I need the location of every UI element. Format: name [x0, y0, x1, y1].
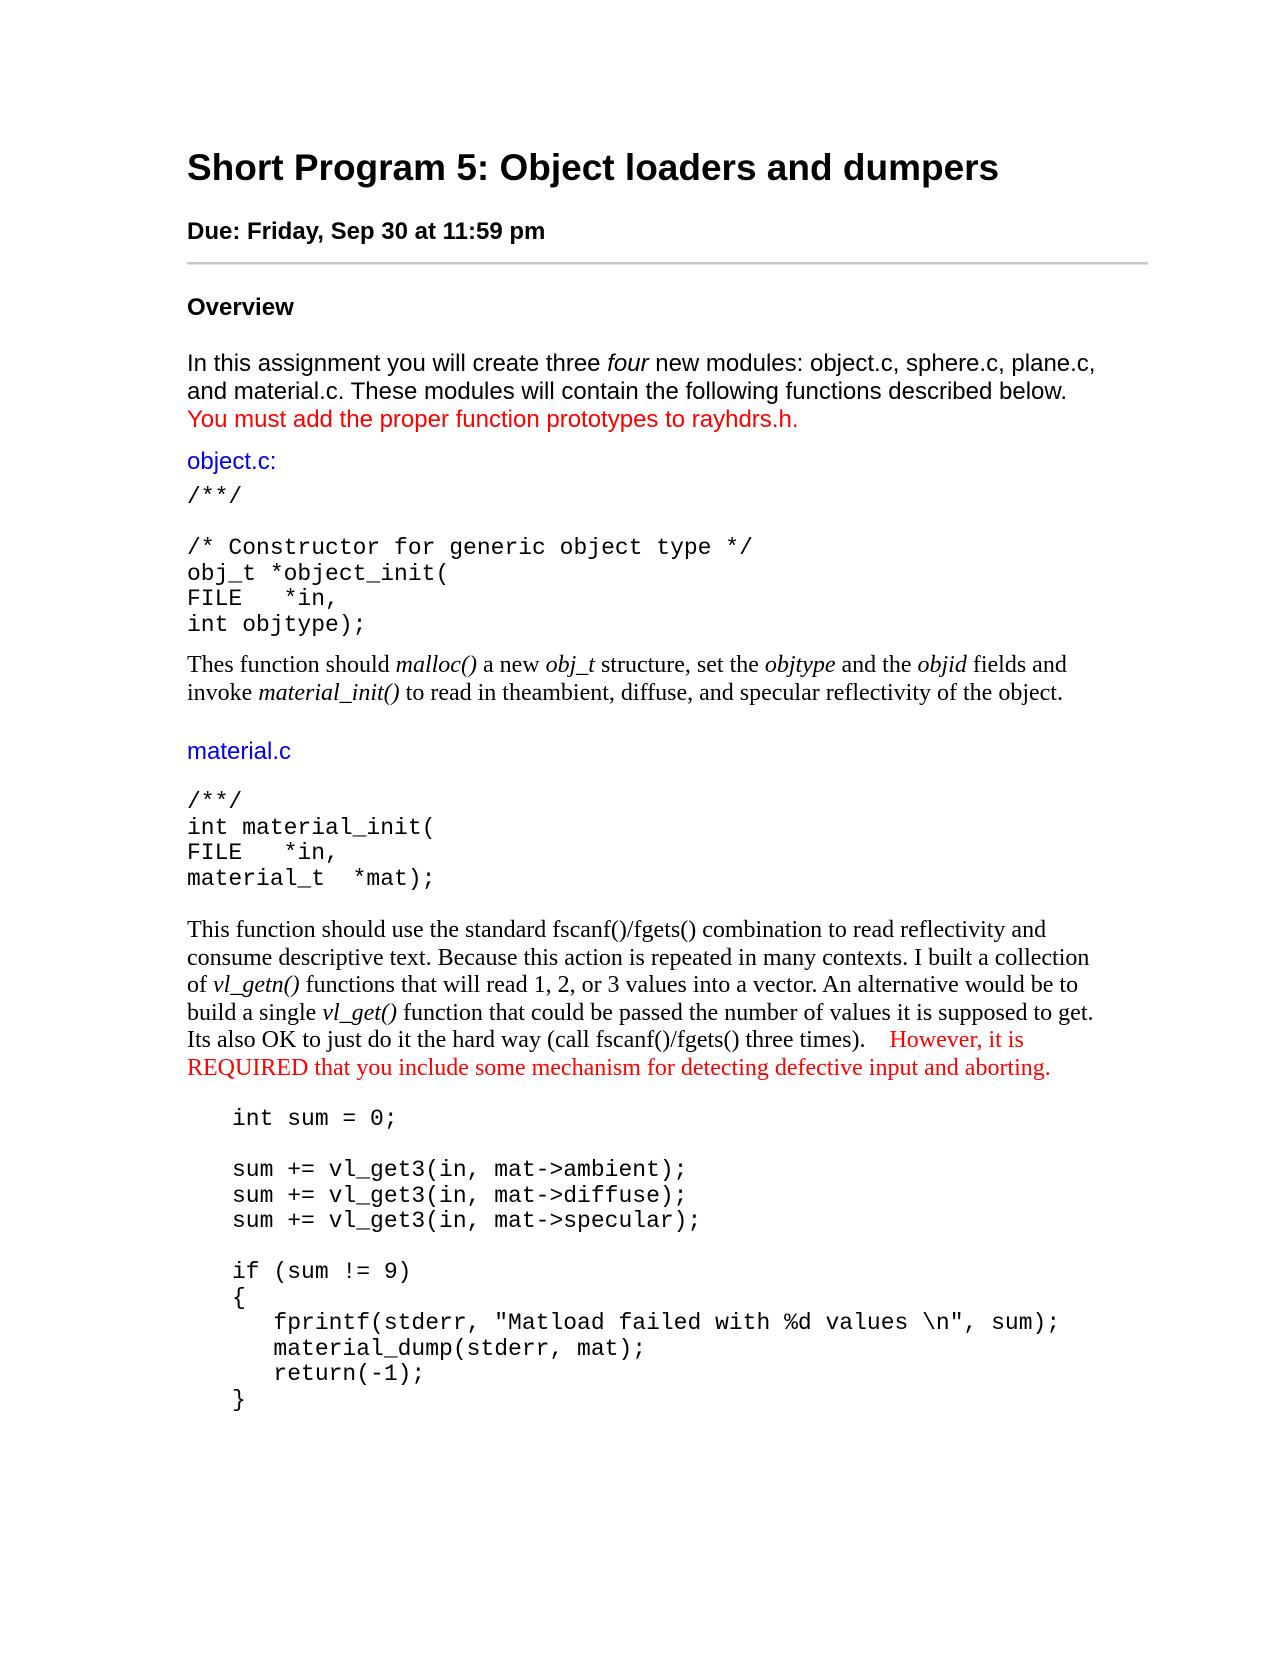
code-line: material_dump(stderr, mat);	[232, 1335, 647, 1362]
code-line: /**/	[187, 789, 243, 815]
intro-text-a: In this assignment you will create three	[187, 350, 608, 377]
object-code-block	[187, 485, 753, 638]
code-line: {	[232, 1284, 246, 1311]
code-line: FILE *in,	[187, 840, 339, 866]
code-line: return(-1);	[232, 1361, 426, 1387]
code-line: }	[232, 1386, 246, 1413]
code-line: int objtype);	[187, 611, 367, 638]
object-c-heading: object.c:	[187, 448, 277, 475]
code-line: FILE *in,	[187, 586, 339, 612]
material-c-heading: material.c	[187, 738, 292, 765]
page-title: Short Program 5: Object loaders and dumpers	[187, 147, 1000, 188]
desc-line: of vl_getn() functions that will read 1, 2, or 3 values into a vector. An alternative would be to	[187, 972, 1079, 998]
code-line: /* Constructor for generic object type */	[187, 535, 753, 561]
code-line: fprintf(stderr, "Matload failed with %d values \n", sum);	[232, 1310, 1061, 1336]
due-date: Due: Friday, Sep 30 at 11:59 pm	[187, 218, 546, 245]
intro-italic-four: four	[607, 350, 649, 377]
code-line: obj_t *object_init(	[187, 560, 450, 587]
intro-paragraph	[187, 350, 1147, 434]
overview-heading: Overview	[187, 294, 294, 321]
example-code-block	[232, 1107, 1060, 1413]
code-line: sum += vl_get3(in, mat->diffuse);	[232, 1182, 688, 1209]
material-code-block	[187, 790, 435, 892]
material-description	[187, 917, 1152, 1082]
object-description: Thes function should malloc() a new obj_t structure, set the objtype and the objid fields and invoke material_init() to read in theambient, diffuse, and specular reflectivity of the object.	[187, 652, 1067, 706]
intro-text-b: new modules: object.c, sphere.c, plane.c,	[648, 350, 1096, 377]
code-line: material_t *mat);	[187, 865, 436, 892]
code-line: int sum = 0;	[232, 1106, 398, 1132]
intro-line2: and material.c. These modules will contain the following functions described below.	[187, 378, 1068, 405]
desc-line: build a single vl_get() function that could be passed the number of values it is supposed to get.	[187, 999, 1094, 1026]
code-line: if (sum != 9)	[232, 1259, 412, 1285]
code-line: sum += vl_get3(in, mat->ambient);	[232, 1157, 688, 1183]
code-line: int material_init(	[187, 814, 436, 841]
desc-line: This function should use the standard fscanf()/fgets() combination to read reflectivity and	[187, 917, 1047, 943]
code-line: /**/	[187, 484, 243, 510]
desc-line: Its also OK to just do it the hard way (call fscanf()/fgets() three times). However, it is	[187, 1027, 1024, 1053]
intro-requirement-red: You must add the proper function prototypes to rayhdrs.h.	[187, 406, 799, 433]
code-line: sum += vl_get3(in, mat->specular);	[232, 1208, 702, 1234]
desc-line: consume descriptive text. Because this action is repeated in many contexts. I built a collection	[187, 944, 1090, 971]
desc-line-required: REQUIRED that you include some mechanism for detecting defective input and aborting.	[187, 1054, 1051, 1081]
horizontal-rule	[187, 262, 1148, 265]
